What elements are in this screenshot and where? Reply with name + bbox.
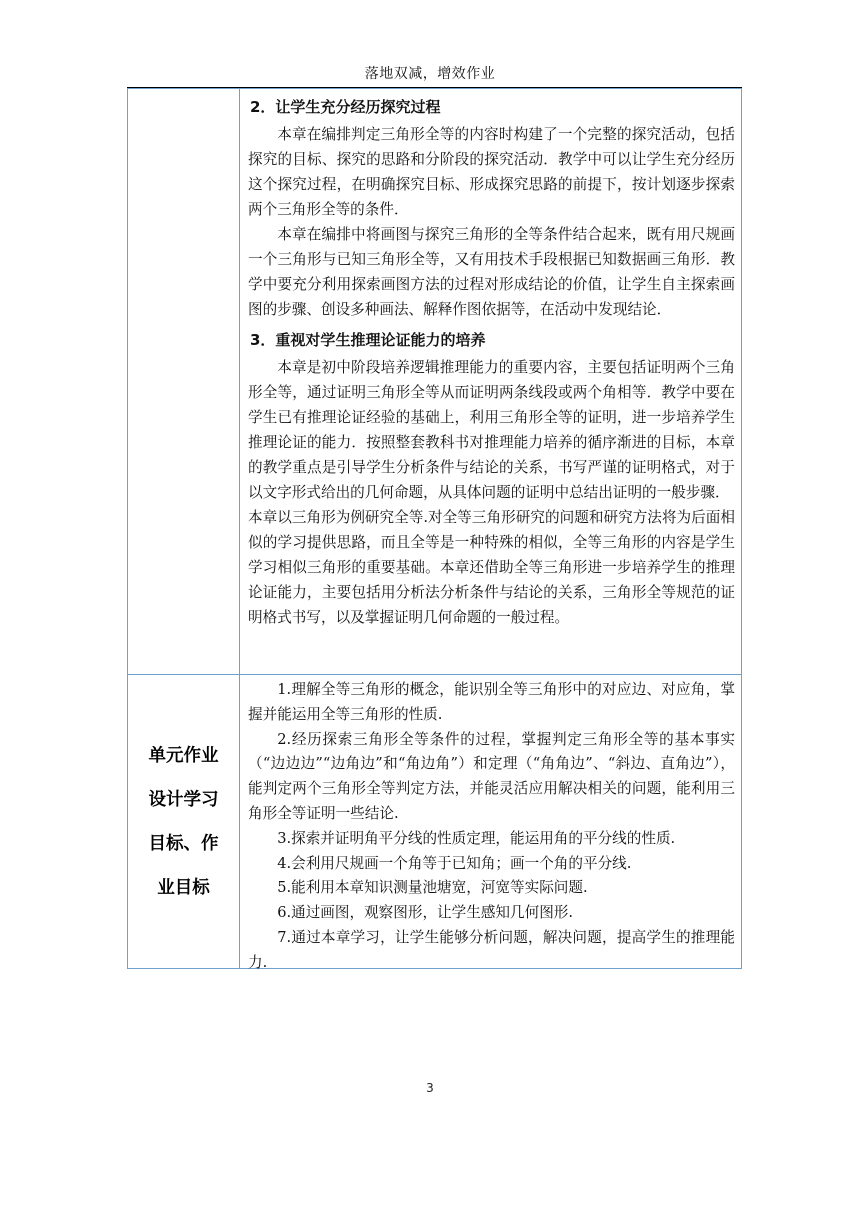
paragraph: 本章是初中阶段培养逻辑推理能力的重要内容，主要包括证明两个三角形全等，通过证明三角形全等从而证明两条线段或两个角相等．教学中要在学生已有推理论证经验的基础上，利用三角形全等的证明，进一步培养学生推理论证的能力．按照整套教科书对推理能力培养的循序渐进的目标，本章的教学重点是引导学生分析条件与结论的关系，书写严谨的证明格式，对于以文字形式给出的几何命题，从具体问题的证明中总结出证明的一般步骤．: [248, 359, 735, 501]
paragraph: 本章在编排判定三角形全等的内容时构建了一个完整的探究活动，包括探究的目标、探究的思路和分阶段的探究活动．教学中可以让学生充分经历这个探究过程，在明确探究目标、形成探究思路的前提下，按计划逐步探索两个三角形全等的条件．: [248, 126, 735, 218]
objectives-label: [149, 734, 219, 910]
page-header: 落地双减，增效作业: [364, 66, 496, 82]
objective-item: 5.能利用本章知识测量池塘宽，河宽等实际问题.: [277, 879, 588, 897]
label-line: 目标、作: [148, 833, 219, 854]
section-heading-2: 2．让学生充分经历探究过程: [250, 98, 441, 116]
label-line: 业目标: [157, 877, 210, 898]
table-row-objectives: [128, 674, 741, 971]
objective-item: 7.通过本章学习，让学生能够分析问题，解决问题，提高学生的推理能力.: [248, 928, 735, 971]
empty-label-cell: [128, 89, 240, 674]
objectives-label-cell: [128, 675, 240, 968]
objective-item: 6.通过画图，观察图形，让学生感知几何图形.: [277, 904, 574, 922]
label-line: 单元作业: [148, 745, 219, 766]
summary-paragraph: 本章以三角形为例研究全等.对全等三角形研究的问题和研究方法将为后面相似的学习提供思路，而且全等是一种特殊的相似，全等三角形的内容是学生学习相似三角形的重要基础。本章还借助全等三角形进一步培养学生的推理论证能力，主要包括用分析法分析条件与结论的关系，三角形全等规范的证明格式书写，以及掌握证明几何命题的一般过程。: [248, 509, 735, 626]
page-number: 3: [426, 1081, 434, 1095]
teaching-suggestions-cell: [240, 89, 741, 674]
content-table: [127, 88, 742, 969]
table-row-teaching-suggestions: [128, 89, 741, 674]
label-line: 设计学习: [148, 789, 219, 810]
section-heading-3: 3．重视对学生推理论证能力的培养: [250, 331, 486, 349]
objectives-content-cell: [240, 675, 741, 971]
objective-item: 4.会利用尺规画一个角等于已知角；画一个角的平分线.: [277, 854, 632, 872]
objective-item: 2.经历探索三角形全等条件的过程，掌握判定三角形全等的基本事实（“边边边”“边角边”和“角边角”）和定理（“角角边”、“斜边、直角边”），能判定两个三角形全等判定方法，并能灵活应用解决相关的问题，能利用三角形全等证明一些结论.: [248, 730, 735, 822]
paragraph: 本章在编排中将画图与探究三角形的全等条件结合起来，既有用尺规画一个三角形与已知三角形全等，又有用技术手段根据已知数据画三角形．教学中要充分利用探索画图方法的过程对形成结论的价值，让学生自主探索画图的步骤、创设多种画法、解释作图依据等，在活动中发现结论．: [248, 226, 735, 318]
objective-item: 3.探索并证明角平分线的性质定理，能运用角的平分线的性质.: [277, 829, 676, 847]
objective-item: 1.理解全等三角形的概念，能识别全等三角形中的对应边、对应角，掌握并能运用全等三角形的性质.: [248, 681, 735, 723]
